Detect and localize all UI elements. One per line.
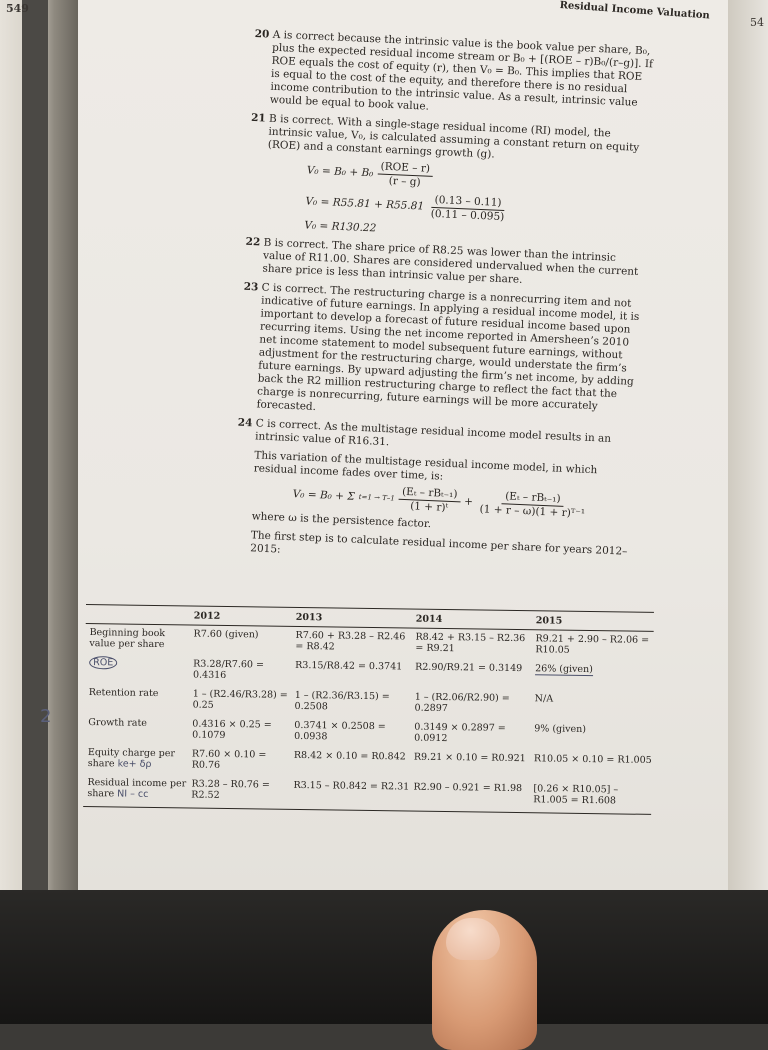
table-cell: N/A	[534, 693, 554, 705]
plus-sign: +	[463, 495, 474, 508]
answer-text: C is correct. The restructuring charge is a nonrecurring item and not indicative of future earnings. In applying a residual income model, it is important to develop a forecast of future residual income based upon recurring items. Using the net income reported in Amersheen’s 2010 net income statement to model subsequent future earnings, without adjustment for the restructuring charge, would understate the firm’s future earnings. By upward adjusting the firm’s net income, by adding back the R2 million restructuring charge to reflect the fact that the charge is nonrecurring, future earnings will be more accurately forecasted.	[256, 281, 640, 414]
table-cell: 0.3741 × 0.2508 = 0.0938	[294, 719, 386, 743]
table-cell: R7.60 + R3.28 – R2.46 = R8.42	[295, 629, 406, 653]
answer-24	[232, 417, 638, 572]
row-label-circled: ROE	[89, 656, 117, 669]
table-cell: R2.90/R9.21 = 0.3149	[415, 661, 523, 675]
residual-income-table	[83, 604, 654, 815]
row-label: Growth rate	[88, 717, 148, 729]
right-page-number: 54	[750, 16, 764, 29]
equation-lhs: V₀ = B₀ + Σ	[292, 488, 356, 503]
first-step-text: The first step is to calculate residual income per share for years 2012–2015:	[250, 529, 628, 558]
answer-23	[238, 281, 643, 428]
answer-text: B is correct. With a single-stage residual income (RI) model, the intrinsic value, V₀, is calculated assuming a constant return on equity (ROE) and a constant earnings growth (g).	[267, 112, 640, 161]
fraction	[398, 486, 461, 516]
thumbnail-fingernail	[446, 918, 500, 960]
row-label-text: Equity charge per share	[87, 747, 175, 770]
table-cell: R3.28 – R0.76 = R2.52	[191, 778, 270, 801]
numerator: (Eₜ – rBₜ₋₁)	[399, 486, 461, 503]
table-cell: R3.15 – R0.842 = R2.31	[293, 779, 410, 793]
answer-text: C is correct. As the multistage residual income model results in an intrinsic value of R16.31.	[254, 417, 612, 449]
table-cell: 0.4316 × 0.25 = 0.1079	[192, 718, 272, 741]
answer-20	[252, 28, 655, 123]
row-label-text: Residual income per share	[87, 777, 187, 800]
row-label: Retention rate	[88, 687, 159, 700]
row-label	[84, 744, 192, 776]
answer-21	[246, 112, 651, 247]
handwritten-note: NI – cc	[117, 788, 149, 800]
table-cell: 1 – (R2.06/R2.90) = 0.2897	[414, 691, 510, 715]
right-page-edge	[728, 0, 768, 890]
header-cell: 2015	[535, 615, 563, 627]
table-cell: R3.28/R7.60 = 0.4316	[192, 658, 265, 681]
table-cell	[535, 660, 653, 692]
dark-background	[0, 890, 768, 1024]
answer-number: 24	[237, 416, 253, 430]
fraction	[476, 489, 588, 521]
denominator: (1 + r)ᵗ	[409, 500, 449, 514]
table-cell: R9.21 × 0.10 = R0.921	[413, 751, 526, 765]
table-cell: R2.90 – 0.921 = R1.98	[413, 781, 523, 795]
numerator: (0.13 – 0.11)	[431, 194, 504, 211]
answer-number: 20	[254, 28, 270, 41]
answer-text: A is correct because the intrinsic value is the book value per share, B₀, plus the expected residual income stream or B₀ + [(ROE – r)B₀/(r–g)]. If ROE equals the cost of equity (r), then V₀ = B₀. This implies that ROE is equal to the cost of the equity, and therefore there is no residual income contribution to the intrinsic value. As a result, intrinsic value would be equal to book value.	[269, 28, 654, 113]
row-label: Beginning book value per share	[89, 627, 166, 651]
header-cell: 2014	[415, 613, 443, 625]
header-cell: 2013	[295, 611, 323, 624]
denominator: (0.11 – 0.095)	[430, 207, 505, 224]
fraction	[377, 160, 433, 189]
table-cell: R3.15/R8.42 = 0.3741	[295, 659, 403, 673]
numerator: (ROE – r)	[377, 160, 433, 176]
equation-result: V₀ = R130.22	[304, 219, 377, 235]
running-header: Residual Income Valuation	[559, 0, 711, 22]
answer-number: 22	[245, 235, 261, 249]
answer-number: 21	[250, 111, 266, 125]
table-cell: R7.60 (given)	[193, 628, 259, 641]
row-label	[83, 774, 191, 806]
handwritten-margin-mark: 2	[40, 706, 52, 727]
table-cell: 9% (given)	[534, 723, 587, 735]
header-cell	[86, 609, 194, 622]
numerator: (Eₜ – rBₜ₋₁)	[502, 490, 564, 507]
table-cell: 1 – (R2.36/R3.15) = 0.2508	[294, 689, 390, 713]
table-cell: R8.42 × 0.10 = R0.842	[293, 749, 406, 763]
underlined-value: 26% (given)	[535, 663, 593, 676]
denominator: (r – g)	[388, 174, 421, 189]
answer-text-2: This variation of the multistage residual income model, in which residual income fades over time, is:	[253, 449, 598, 483]
sum-limits: t=1 → T–1	[358, 492, 395, 503]
equation-block	[304, 157, 649, 247]
table-cell: 0.3149 × 0.2897 = 0.0912	[414, 721, 506, 745]
table-cell: [0.26 × R10.05] – R1.005 = R1.608	[533, 783, 619, 807]
where-text: where ω is the persistence factor.	[251, 510, 432, 531]
table-cell: R8.42 + R3.15 – R2.36 = R9.21	[415, 631, 526, 655]
answer-number: 23	[243, 280, 259, 294]
equation-lhs: V₀ = R55.81 + R55.81	[305, 195, 425, 213]
table-cell: R10.05 × 0.10 = R1.005	[533, 753, 652, 766]
answer-text: B is correct. The share price of R8.25 was lower than the intrinsic value of R11.00. Shares are considered undervalued when the current share price is less than intrinsic value per share.	[262, 236, 639, 286]
table-cell: 1 – (R2.46/R3.28) = 0.25	[192, 688, 288, 711]
equation-lhs: V₀ = B₀ + B₀	[306, 164, 374, 180]
table-cell: R7.60 × 0.10 = R0.76	[191, 748, 267, 771]
header-cell: 2012	[193, 610, 221, 622]
book-binding-stripe	[22, 0, 48, 890]
fraction	[427, 194, 508, 224]
left-page-number: 549	[6, 2, 29, 15]
denominator: (1 + r – ω)(1 + r)ᵀ⁻¹	[479, 503, 586, 520]
handwritten-note: ke+ δρ	[117, 758, 152, 770]
row-label	[85, 654, 193, 686]
answers-section	[232, 28, 655, 578]
table-cell: R9.21 + 2.90 – R2.06 = R10.05	[535, 633, 650, 656]
